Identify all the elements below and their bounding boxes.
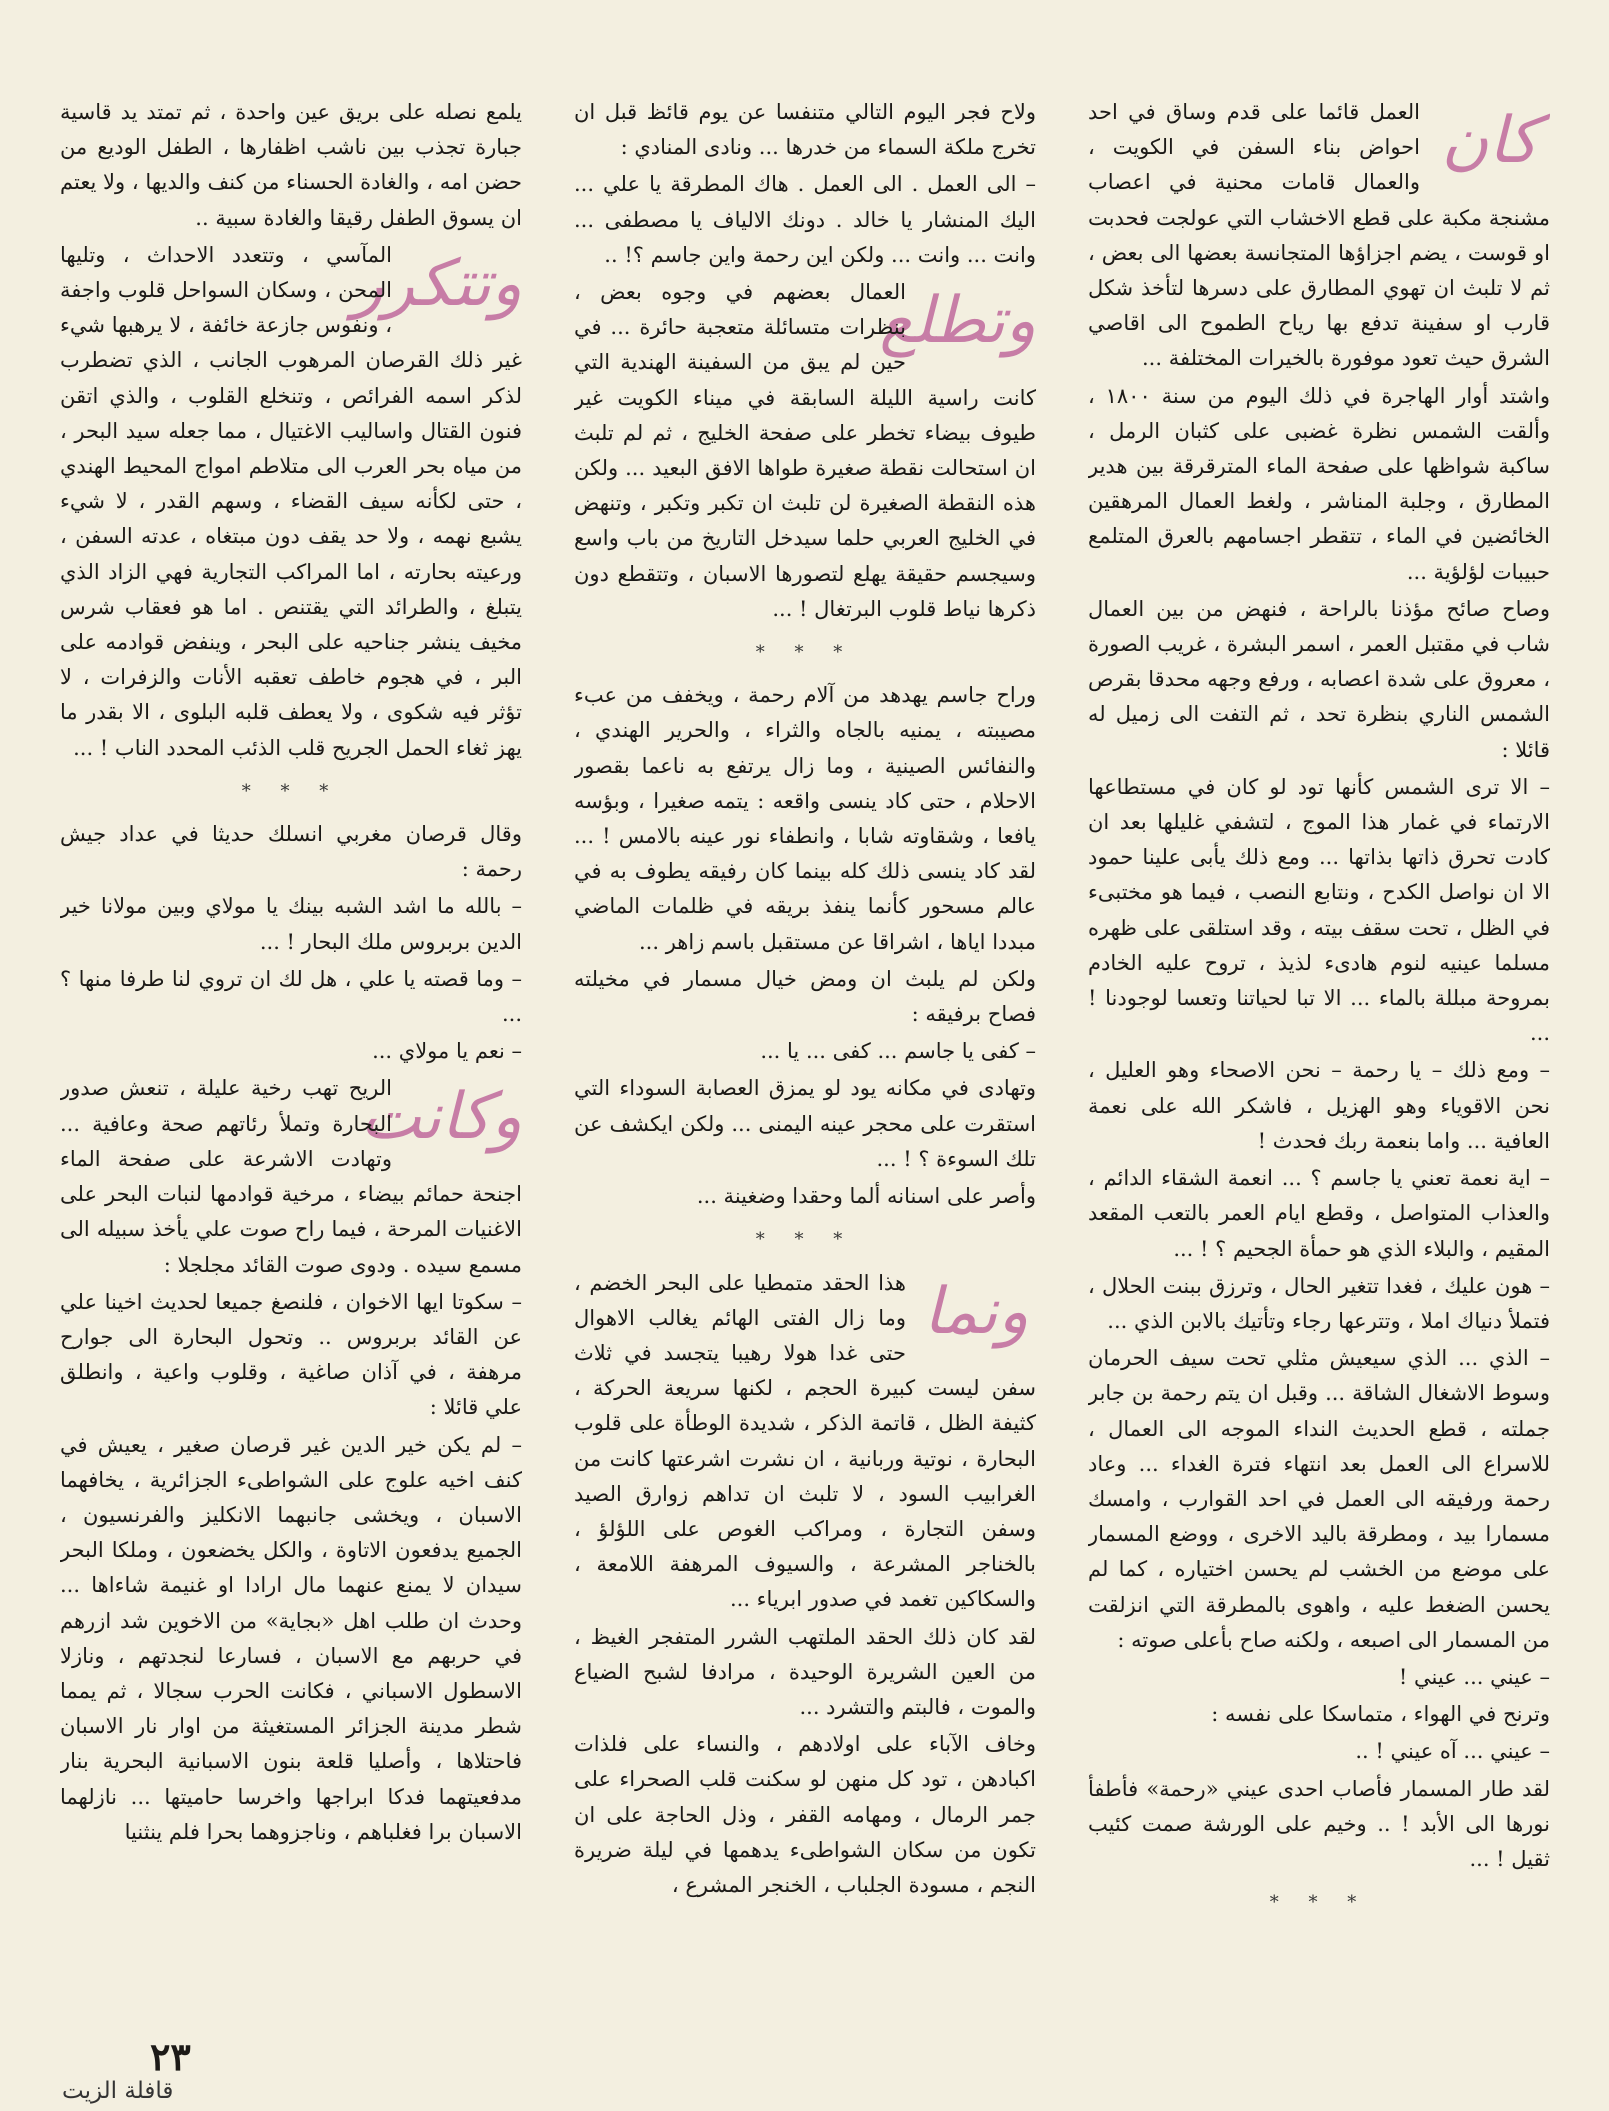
- paragraph: العمال بعضهم في وجوه بعض ، بنظرات متسائلة متعجبة حائرة ... في حين لم يبق من السفينة الهندية التي كانت راسية الليلة السابقة في ميناء الكويت غير طيوف بيضاء تخطر على صفحة الخليج ، ثم لم تلبث ان استحالت نقطة صغيرة طواها الافق البعيد ... ولكن هذه النقطة الصغيرة لن تلبث ان تكبر وتكبر ، وتنهض في الخليج العربي حلما سيدخل التاريخ من باب واسع وسيجسم حقيقة يهلع لتصورها الاسبان ، وتتقطع دون ذكرها نياط قلوب البرتغال ! ...: [574, 280, 1036, 621]
- paragraph: – سكوتا ايها الاخوان ، فلنصغ جميعا لحديث اخينا علي عن القائد بربروس .. وتحول البحارة الى جوارح مرهفة ، في آذان صاغية ، وقلوب واعية ، وانطلق علي قائلا :: [60, 1289, 522, 1420]
- column-middle: [574, 95, 1036, 1995]
- column-left: [60, 95, 522, 1995]
- paragraph: – بالله ما اشد الشبه بينك يا مولاي وبين مولانا خير الدين بربروس ملك البحار ! ...: [60, 894, 522, 954]
- decorative-dropcap-word: وكانت: [360, 1080, 522, 1155]
- paragraph: الريح تهب رخية عليلة ، تنعش صدور البحارة وتملأ رئاتهم صحة وعافية ... وتهادت الاشرعة على صفحة الماء اجنحة حمائم بيضاء ، مرخية قوادمها لنبات البحر على الاغنيات المرحة ، فيما راح صوت علي يأخذ سبيله الى مسمع سيده . ودوى صوت القائد مجلجلا :: [60, 1076, 522, 1277]
- paragraph: وأصر على اسنانه ألما وحقدا وضغينة ...: [696, 1184, 1036, 1209]
- paragraph: وترنح في الهواء ، متماسكا على نفسه :: [1211, 1702, 1550, 1727]
- paragraph: هذا الحقد متمطيا على البحر الخضم ، وما زال الفتى الهائم يغالب الاهوال حتى غدا هولا رهيبا يتجسد في ثلاث سفن ليست كبيرة الحجم ، لكنها سريعة الحركة ، كثيفة الظل ، قاتمة الذكر ، شديدة الوطأة على قلوب البحارة ، نوتية وربانية ، ان نشرت اشرعتها كانت من الغرابيب السود ، لا تلبث ان تداهم زوارق الصيد وسفن التجارة ، ومراكب الغوص على اللؤلؤ ، بالخناجر المشرعة ، والسيوف المرهفة اللامعة ، والسكاكين تغمد في صدور ابرياء ...: [574, 1270, 1036, 1612]
- paragraph: يلمع نصله على بريق عين واحدة ، ثم تمتد يد قاسية جبارة تجذب بين ناشب اظفارها ، الطفل الوديع من حضن امه ، والغادة الحسناء من كنف والديها ، ولا يعتم ان يسوق الطفل رقيقا والغادة سبية ..: [60, 100, 522, 230]
- paragraph: وتهادى في مكانه يود لو يمزق العصابة السوداء التي استقرت على محجر عينه اليمنى ... ولكن ايكشف عن تلك السوءة ؟ ! ...: [574, 1076, 1036, 1171]
- article-columns: [60, 95, 1550, 1995]
- paragraph: – نعم يا مولاي ...: [372, 1039, 522, 1064]
- section-divider-stars: * * *: [755, 1229, 855, 1251]
- paragraph: – كفى يا جاسم ... كفى ... يا ...: [760, 1039, 1036, 1064]
- paragraph: – عيني ... آه عيني ! ..: [1355, 1739, 1550, 1764]
- paragraph: – الا ترى الشمس كأنها تود لو كان في مستطاعها الارتماء في غمار هذا الموج ، لتشفي غليلها بعد ان كادت تحرق ذاتها بذاتها ... ومع ذلك يأبى علينا حمود الا ان نواصل الكدح ، ونتابع النصب ، فيما هو مختبىء في الظل ، تحت سقف بيته ، وقد استلقى على ظهره مسلما عينيه لنوم هادىء لذيذ ، تروح عليه الخادم بمروحة مبللة بالماء ... الا تبا لحياتنا وتعسا لوجودنا ! ...: [1088, 774, 1550, 1046]
- paragraph: ولكن لم يلبث ان ومض خيال مسمار في مخيلته فصاح برفيقه :: [574, 966, 1036, 1027]
- paragraph: لقد طار المسمار فأصاب احدى عيني «رحمة» فأطفأ نورها الى الأبد ! .. وخيم على الورشة صمت كئيب ثقيل ! ...: [1088, 1776, 1550, 1871]
- paragraph: وقال قرصان مغربي انسلك حديثا في عداد جيش رحمة :: [60, 822, 522, 882]
- magazine-name-footer: قافلة الزيت: [62, 2078, 174, 2104]
- paragraph: – عيني ... عيني !: [1398, 1664, 1550, 1689]
- decorative-dropcap-word: كان: [1441, 104, 1539, 178]
- decorative-dropcap-word: وتتكرر: [352, 246, 522, 321]
- page-number: ٢٣: [150, 2034, 191, 2079]
- paragraph: – هون عليك ، فغدا تتغير الحال ، وترزق ببنت الحلال ، فتملأ دنياك املا ، وتترعها رجاء وتأتيك بالابن الذي ...: [1088, 1273, 1550, 1333]
- column-right: [1088, 95, 1550, 1995]
- paragraph: واشتد أوار الهاجرة في ذلك اليوم من سنة ١٨٠٠ ، وألقت الشمس نظرة غضبى على كثبان الرمل ، ساكبة شواظها على صفحة الماء المترقرقة بين هدير المطارق ، وجلبة المناشر ، ولغط العمال المرهقين الخائضين في الماء ، تتقطر اجسامهم بالعرق المتلمع حبيبات لؤلؤية ...: [1088, 383, 1550, 584]
- decorative-dropcap-word: وتطلع: [879, 284, 1036, 359]
- section-divider-stars: * * *: [1269, 1892, 1369, 1914]
- paragraph: العمل قائما على قدم وساق في احد احواض بناء السفن في الكويت ، والعمال قامات محنية في اعصاب مشنجة مكبة على قطع الاخشاب التي عولجت فحدبت او قوست ، يضم اجزاؤها المتجانسة بعضها الى بعض ، ثم لا تلبث ان تهوي المطارق على دسرها لتأخذ شكل قارب او سفينة تدفع بها رياح الطموح الى اقاصي الشرق حيث تعود موفورة بالخيرات المختلفة ...: [1088, 100, 1550, 371]
- paragraph: لقد كان ذلك الحقد الملتهب الشرر المتفجر الغيظ ، من العين الشريرة الوحيدة ، مرادفا لشبح الضياع والموت ، فالبتم والتشرد ...: [574, 1624, 1036, 1719]
- section-divider-stars: * * *: [755, 642, 855, 664]
- section-divider-stars: * * *: [241, 780, 341, 802]
- paragraph: المآسي ، وتتعدد الاحداث ، وتليها المحن ، وسكان السواحل قلوب واجفة ، ونفوس جازعة خائفة ، لا يرهبها شيء غير ذلك القرصان المرهوب الجانب ، الذي تضطرب لذكر اسمه الفرائص ، وتنخلع القلوب ، والذي اتقن فنون القتال واساليب الاغتيال ، مما جعله سيد البحر ، من مياه بحر العرب الى متلاطم امواج المحيط الهندي ، حتى لكأنه سيف القضاء ، وسهم القدر ، لا شيء يشبع نهمه ، ولا حد يقف دون مبتغاه ، عدته السفن ، ورعيته بحارته ، اما المراكب التجارية فهي الزاد الذي يتبلغ ، والطرائد التي يقتنص . اما هو فعقاب شرس مخيف ينشر جناحيه على البحر ، وينفض قوادمه على البر ، في هجوم خاطف تعقبه الأنات والزفرات ، لا تؤثر فيه شكوى ، ولا يعطف قلبه البلوى ، الا بقدر ما يهز ثغاء الحمل الجريح قلب الذئب المحدد الناب ! ...: [60, 242, 522, 760]
- paragraph: – لم يكن خير الدين غير قرصان صغير ، يعيش في كنف اخيه علوج على الشواطىء الجزائرية ، يخافهما الاسبان ، ويخشى جانبهما الانكليز والفرنسيون ، الجميع يدفعون الاتاوة ، والكل يخضعون ، وملكا البحر سيدان لا يمنع عنهما مال ارادا او غنيمة شاءاها ... وحدث ان طلب اهل «بجاية» من الاخوين شد ازرهم في حربهم مع الاسبان ، فسارعا لنجدتهم ، ونازلا الاسطول الاسباني ، فكانت الحرب سجالا ، ثم يمما شطر مدينة الجزائر المستغيثة من اوار نار الاسبان فاحتلاها ، وأصليا قلعة بنون الاسبانية البحرية بنار مدفعيتهما فدكا ابراجها واخرسا حاميتها ... نازلهما الاسبان برا فغلباهم ، وناجزوهما بحرا فلم ينثنيا: [60, 1432, 522, 1844]
- paragraph: – الذي ... الذي سيعيش مثلي تحت سيف الحرمان وسوط الاشغال الشاقة ... وقبل ان يتم رحمة بن جابر جملته ، قطع الحديث النداء الموجه الى العمال ، للاسراع الى العمل بعد انتهاء فترة الغداء ... وعاد رحمة ورفيقه الى العمل في احد القوارب ، وامسك مسمارا بيد ، ومطرقة باليد الاخرى ، ووضع المسمار على موضع من الخشب لم يحسن اختياره ، كما لم يحسن الضغط عليه ، واهوى بالمطرقة التي انزلقت من المسمار الى اصبعه ، ولكنه صاح بأعلى صوته :: [1088, 1346, 1550, 1652]
- paragraph: وصاح صائح مؤذنا بالراحة ، فنهض من بين العمال شاب في مقتبل العمر ، اسمر البشرة ، غريب الصورة ، معروق على شدة اعصابه ، ورفع وجهه محدقا بقرص الشمس الناري بنظرة تحد ، ثم التفت الى زميل له قائلا :: [1088, 596, 1550, 762]
- paragraph: وخاف الآباء على اولادهم ، والنساء على فلذات اكبادهن ، تود كل منهن لو سكنت قلب الصحراء على جمر الرمال ، ومهامه القفر ، وذل الحاجة على ان تكون من سكان الشواطىء يدهمها في ليلة ضريرة النجم ، مسودة الجلباب ، الخنجر المشرع ،: [574, 1732, 1036, 1897]
- paragraph: – اية نعمة تعني يا جاسم ؟ ... انعمة الشقاء الدائم ، والعذاب المتواصل ، وقطع ايام العمر بالتعب المقعد المقيم ، والبلاء الذي هو حمأة الجحيم ؟ ! ...: [1088, 1166, 1550, 1261]
- paragraph: وراح جاسم يهدهد من آلام رحمة ، ويخفف من عبء مصيبته ، يمنيه بالجاه والثراء ، والحرير الهندي ، والنفائس الصينية ، وما زال يرتفع به ناعما بقصور الاحلام ، حتى كاد ينسى واقعه : يتمه صغيرا ، وبؤسه يافعا ، وشقاوته شابا ، وانطفاء نور عينه بالامس ! ... لقد كاد ينسى ذلك كله بينما كان رفيقه يطوف به في عالم مسحور كأنما ينفذ بريقه في ظلمات الماضي مبددا اياها ، اشراقا عن مستقبل باسم زاهر ...: [574, 683, 1036, 954]
- paragraph: – الى العمل . الى العمل . هاك المطرقة يا علي ... اليك المنشار يا خالد . دونك الالياف يا مصطفى ... وانت ... وانت ... ولكن اين رحمة واين جاسم ؟! ..: [574, 172, 1036, 267]
- paragraph: ولاح فجر اليوم التالي متنفسا عن يوم قائظ قبل ان تخرج ملكة السماء من خدرها ... ونادى المنادي :: [574, 100, 1036, 160]
- paragraph: – وما قصته يا علي ، هل لك ان تروي لنا طرفا منها ؟ ...: [60, 966, 522, 1027]
- paragraph: – ومع ذلك – يا رحمة – نحن الاصحاء وهو العليل ، نحن الاقوياء وهو الهزيل ، فاشكر الله على نعمة العافية ... واما بنعمة ربك فحدث !: [1088, 1058, 1550, 1153]
- decorative-dropcap-word: ونما: [923, 1274, 1029, 1349]
